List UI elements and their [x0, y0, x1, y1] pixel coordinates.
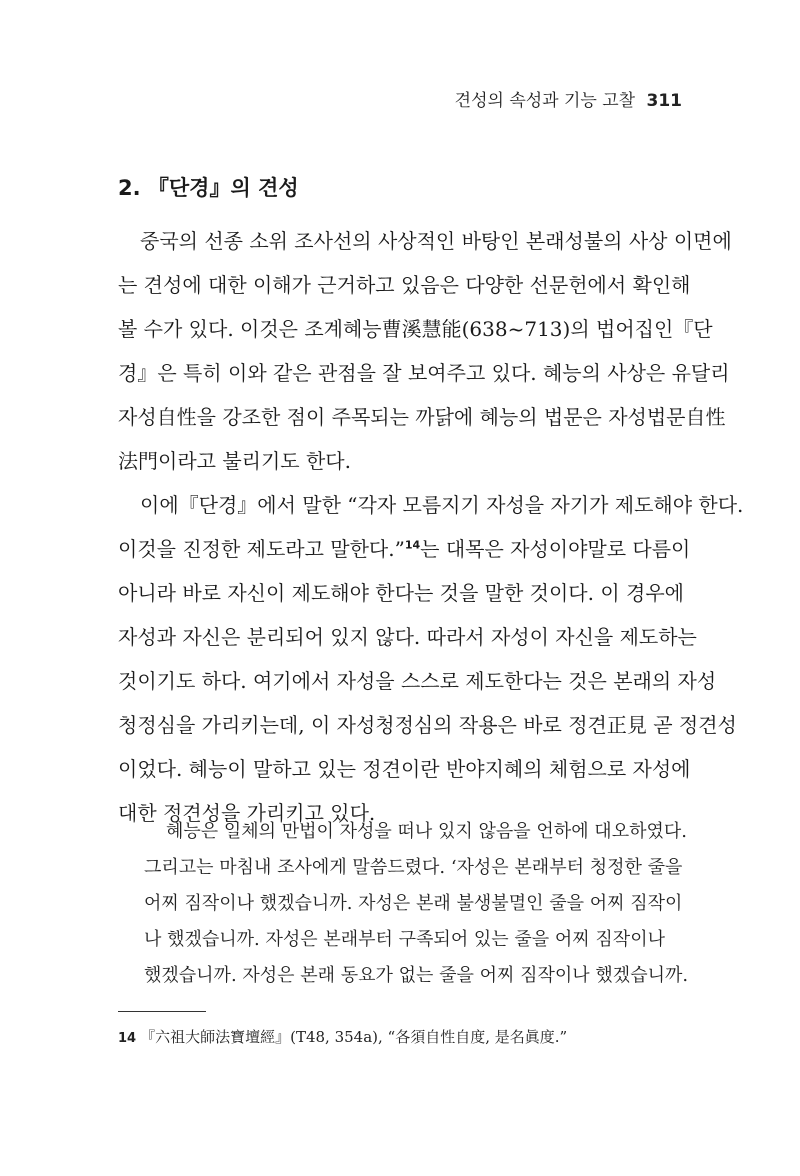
page-number: 311	[646, 91, 682, 111]
paragraph-line: 아니라 바로 자신이 제도해야 한다는 것을 말한 것이다. 이 경우에	[118, 581, 684, 605]
paragraph-line-text: 는 대목은 자성이야말로 다름이	[420, 537, 691, 561]
paragraph-line: 자성自性을 강조한 점이 주목되는 까닭에 혜능의 법문은 자성법문自性	[118, 405, 726, 429]
paragraph-line: 는 견성에 대한 이해가 근거하고 있음은 다양한 선문헌에서 확인해	[118, 273, 691, 297]
paragraph-line-text: 이것을 진정한 제도라고 말한다.”	[118, 537, 405, 561]
paragraph-line: 것이기도 하다. 여기에서 자성을 스스로 제도한다는 것은 본래의 자성	[118, 669, 717, 693]
footnote-divider	[118, 1011, 206, 1012]
paragraph-line: 경』은 특히 이와 같은 관점을 잘 보여주고 있다. 혜능의 사상은 유달리	[118, 361, 730, 385]
quote-line: 혜능은 일체의 만법이 자성을 떠나 있지 않음을 언하에 대오하였다.	[166, 821, 687, 842]
footnote-number: 14	[118, 1031, 137, 1046]
paragraph-line: 이에『단경』에서 말한 “각자 모름지기 자성을 자기가 제도해야 한다.	[140, 493, 744, 517]
quote-line: 나 했겠습니까. 자성은 본래부터 구족되어 있는 줄을 어찌 짐작이나	[144, 929, 665, 950]
paragraph-line: 청정심을 가리키는데, 이 자성청정심의 작용은 바로 정견正見 곧 정견성	[118, 713, 737, 737]
paragraph-line	[118, 534, 691, 564]
paragraph-line: 이었다. 혜능이 말하고 있는 정견이란 반야지혜의 체험으로 자성에	[118, 757, 691, 781]
paragraph-line: 대한 정견성을 가리키고 있다.	[118, 801, 376, 825]
paragraph-line: 중국의 선종 소위 조사선의 사상적인 바탕인 본래성불의 사상 이면에	[140, 229, 732, 253]
section-title: 2. 『단경』의 견성	[118, 176, 299, 200]
quote-line: 그리고는 마침내 조사에게 말씀드렸다. ‘자성은 본래부터 청정한 줄을	[144, 857, 683, 878]
footnote	[118, 1026, 567, 1047]
running-title: 견성의 속성과 기능 고찰	[454, 91, 636, 111]
footnote-ref[interactable]: 14	[404, 538, 421, 552]
running-head	[455, 86, 682, 111]
paragraph-line: 자성과 자신은 분리되어 있지 않다. 따라서 자성이 자신을 제도하는	[118, 625, 697, 649]
quote-line: 했겠습니까. 자성은 본래 동요가 없는 줄을 어찌 짐작이나 했겠습니까.	[144, 965, 689, 986]
quote-line: 어찌 짐작이나 했겠습니까. 자성은 본래 불생불멸인 줄을 어찌 짐작이	[144, 893, 683, 914]
paragraph-line: 볼 수가 있다. 이것은 조계혜능曹溪慧能(638~713)의 법어집인『단	[118, 317, 713, 341]
footnote-text: 『六祖大師法寶壇經』(T48, 354a), “各須自性自度, 是名眞度.”	[140, 1028, 568, 1046]
paragraph-line: 法門이라고 불리기도 한다.	[118, 449, 351, 473]
